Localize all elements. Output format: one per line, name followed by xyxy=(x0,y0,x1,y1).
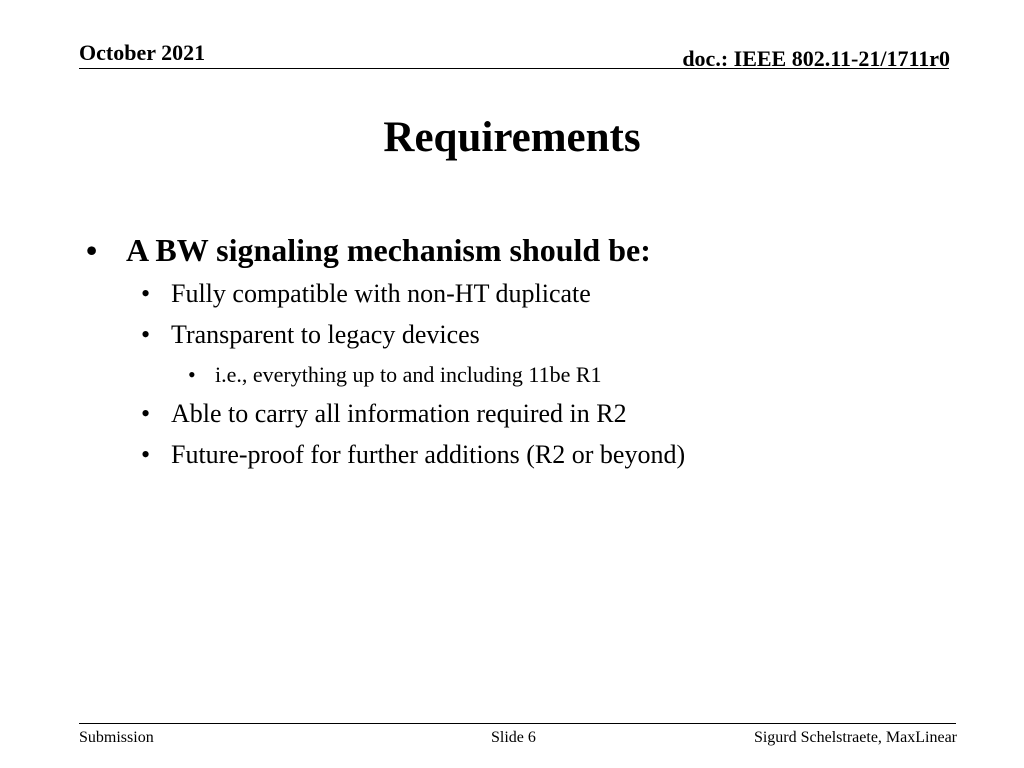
footer-divider xyxy=(79,723,956,724)
bullet-item-level2 xyxy=(141,397,627,431)
bullet-item-level1 xyxy=(86,228,651,272)
bullet-item-level3 xyxy=(188,360,602,390)
bullet-text: Able to carry all information required in R2 xyxy=(171,399,627,428)
bullet-marker: • xyxy=(141,279,151,308)
header-date: October 2021 xyxy=(79,40,206,65)
bullet-text: A BW signaling mechanism should be: xyxy=(126,232,651,268)
bullet-item-level2 xyxy=(141,318,480,352)
footer-slide-number: Slide 6 xyxy=(491,729,536,746)
bullet-marker: • xyxy=(141,440,151,469)
bullet-item-level2 xyxy=(141,277,591,311)
footer-submission: Submission xyxy=(79,729,154,746)
bullet-marker: • xyxy=(141,320,151,349)
bullet-item-level2 xyxy=(141,438,685,472)
bullet-text: Fully compatible with non-HT duplicate xyxy=(171,279,591,308)
footer-author: Sigurd Schelstraete, MaxLinear xyxy=(753,729,957,746)
header-doc-id: doc.: IEEE 802.11-21/1711r0 xyxy=(682,46,950,71)
bullet-text: Future-proof for further additions (R2 or beyond) xyxy=(171,440,686,469)
slide-title: Requirements xyxy=(383,114,641,161)
bullet-text: i.e., everything up to and including 11be R1 xyxy=(215,362,602,387)
bullet-marker: • xyxy=(86,232,98,268)
bullet-marker: • xyxy=(141,399,151,428)
bullet-marker: • xyxy=(188,362,196,387)
bullet-text: Transparent to legacy devices xyxy=(171,320,480,349)
